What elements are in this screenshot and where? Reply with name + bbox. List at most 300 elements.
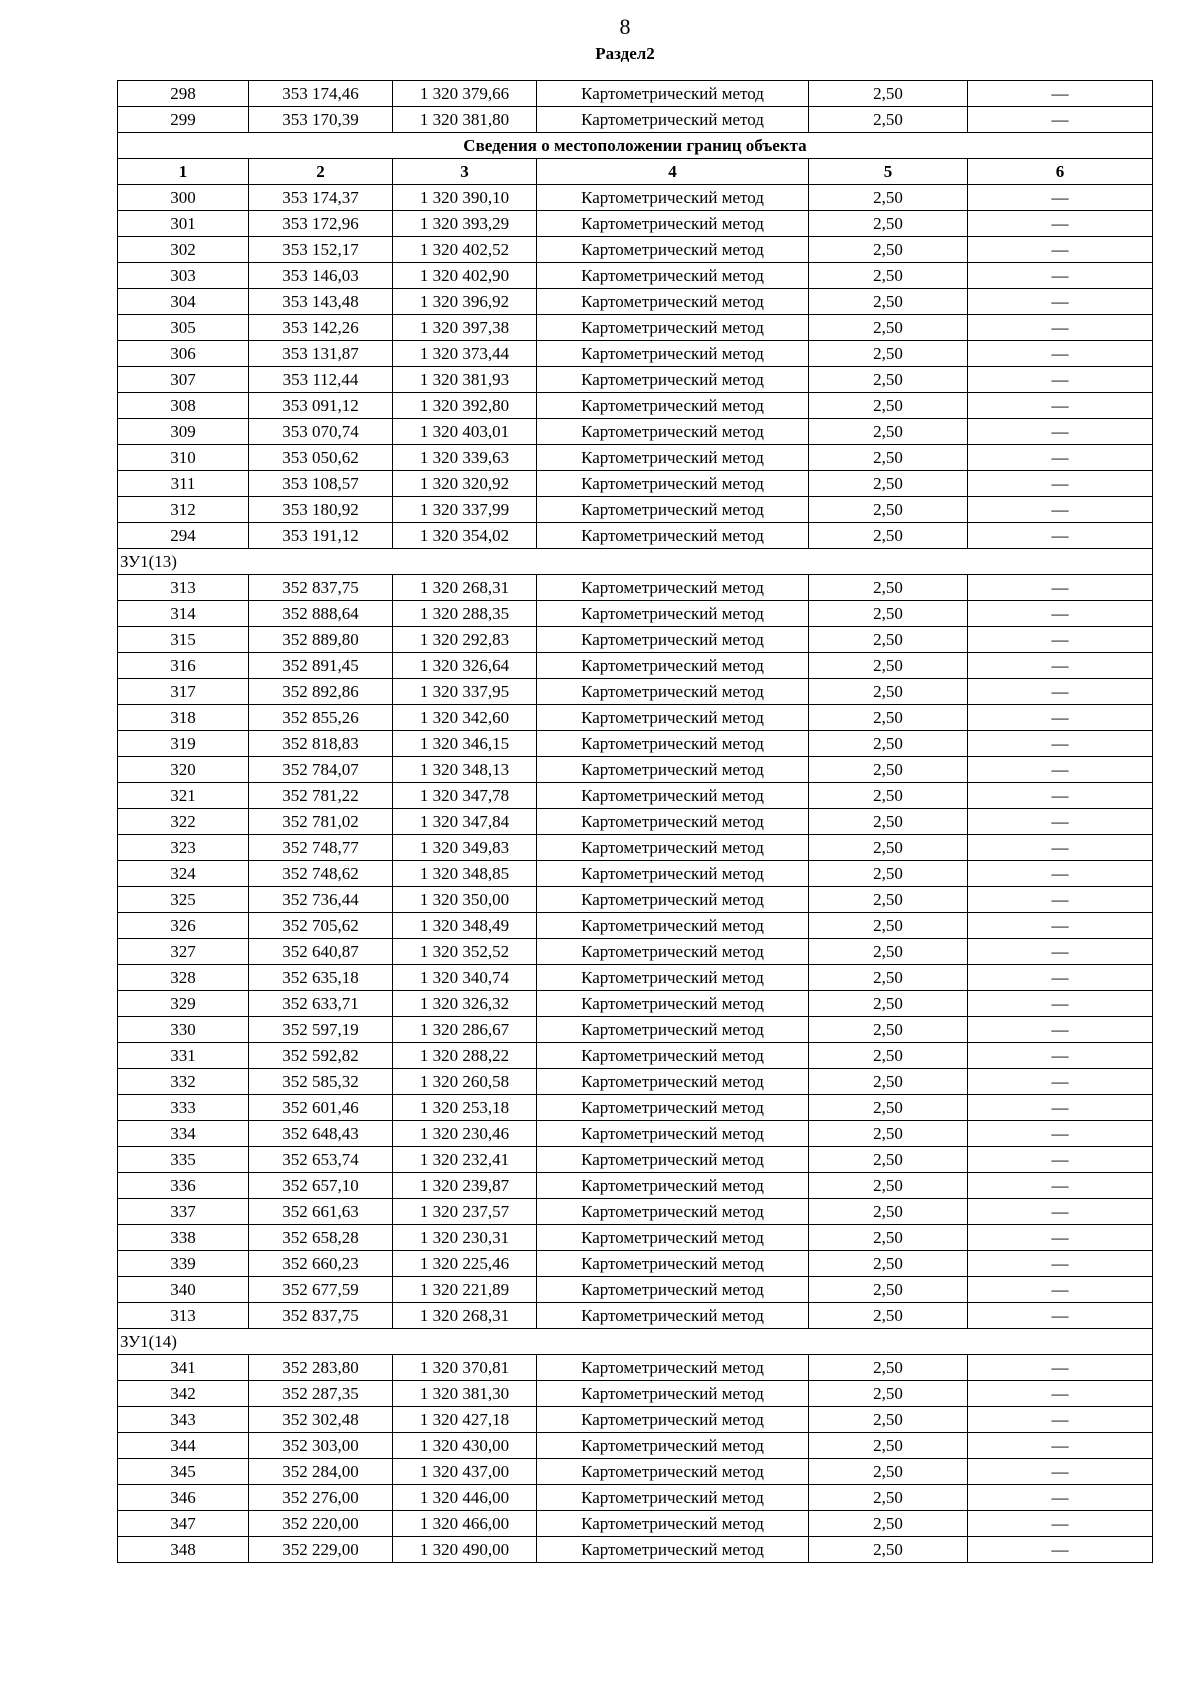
table-row — [118, 1017, 1153, 1043]
point-number-cell: 309 — [118, 419, 249, 445]
accuracy-cell: 2,50 — [809, 1459, 968, 1485]
method-cell: Картометрический метод — [537, 965, 809, 991]
table-heading: Сведения о местоположении границ объекта — [118, 133, 1153, 159]
table-row — [118, 835, 1153, 861]
x-coordinate-cell: 352 677,59 — [249, 1277, 393, 1303]
x-coordinate-cell: 353 152,17 — [249, 237, 393, 263]
table-row — [118, 861, 1153, 887]
point-number-cell: 306 — [118, 341, 249, 367]
x-coordinate-cell: 352 818,83 — [249, 731, 393, 757]
accuracy-cell: 2,50 — [809, 783, 968, 809]
method-cell: Картометрический метод — [537, 1277, 809, 1303]
y-coordinate-cell: 1 320 326,32 — [393, 991, 537, 1017]
x-coordinate-cell: 352 229,00 — [249, 1537, 393, 1563]
description-cell: — — [968, 1537, 1153, 1563]
method-cell: Картометрический метод — [537, 1147, 809, 1173]
description-cell: — — [968, 1069, 1153, 1095]
method-cell: Картометрический метод — [537, 783, 809, 809]
group-label: ЗУ1(14) — [118, 1329, 1153, 1355]
x-coordinate-cell: 352 661,63 — [249, 1199, 393, 1225]
accuracy-cell: 2,50 — [809, 1485, 968, 1511]
column-number-cell: 6 — [968, 159, 1153, 185]
method-cell: Картометрический метод — [537, 1407, 809, 1433]
x-coordinate-cell: 352 283,80 — [249, 1355, 393, 1381]
description-cell: — — [968, 991, 1153, 1017]
y-coordinate-cell: 1 320 230,31 — [393, 1225, 537, 1251]
y-coordinate-cell: 1 320 230,46 — [393, 1121, 537, 1147]
description-cell: — — [968, 1485, 1153, 1511]
accuracy-cell: 2,50 — [809, 107, 968, 133]
description-cell: — — [968, 1251, 1153, 1277]
table-body — [118, 81, 1153, 1563]
method-cell: Картометрический метод — [537, 731, 809, 757]
accuracy-cell: 2,50 — [809, 1355, 968, 1381]
x-coordinate-cell: 352 303,00 — [249, 1433, 393, 1459]
accuracy-cell: 2,50 — [809, 185, 968, 211]
table-row — [118, 211, 1153, 237]
method-cell: Картометрический метод — [537, 913, 809, 939]
table-row — [118, 1199, 1153, 1225]
point-number-cell: 305 — [118, 315, 249, 341]
description-cell: — — [968, 1147, 1153, 1173]
method-cell: Картометрический метод — [537, 1095, 809, 1121]
x-coordinate-cell: 352 284,00 — [249, 1459, 393, 1485]
x-coordinate-cell: 353 112,44 — [249, 367, 393, 393]
x-coordinate-cell: 352 633,71 — [249, 991, 393, 1017]
description-cell: — — [968, 289, 1153, 315]
method-cell: Картометрический метод — [537, 419, 809, 445]
accuracy-cell: 2,50 — [809, 81, 968, 107]
method-cell: Картометрический метод — [537, 809, 809, 835]
method-cell: Картометрический метод — [537, 1485, 809, 1511]
x-coordinate-cell: 353 172,96 — [249, 211, 393, 237]
y-coordinate-cell: 1 320 427,18 — [393, 1407, 537, 1433]
method-cell: Картометрический метод — [537, 367, 809, 393]
point-number-cell: 304 — [118, 289, 249, 315]
method-cell: Картометрический метод — [537, 341, 809, 367]
x-coordinate-cell: 352 855,26 — [249, 705, 393, 731]
description-cell: — — [968, 419, 1153, 445]
y-coordinate-cell: 1 320 392,80 — [393, 393, 537, 419]
description-cell: — — [968, 1095, 1153, 1121]
method-cell: Картометрический метод — [537, 185, 809, 211]
accuracy-cell: 2,50 — [809, 991, 968, 1017]
x-coordinate-cell: 352 705,62 — [249, 913, 393, 939]
column-number-cell: 5 — [809, 159, 968, 185]
y-coordinate-cell: 1 320 239,87 — [393, 1173, 537, 1199]
accuracy-cell: 2,50 — [809, 471, 968, 497]
y-coordinate-cell: 1 320 337,99 — [393, 497, 537, 523]
table-row — [118, 627, 1153, 653]
accuracy-cell: 2,50 — [809, 965, 968, 991]
table-row — [118, 1043, 1153, 1069]
table-row — [118, 341, 1153, 367]
accuracy-cell: 2,50 — [809, 601, 968, 627]
description-cell: — — [968, 913, 1153, 939]
x-coordinate-cell: 352 640,87 — [249, 939, 393, 965]
y-coordinate-cell: 1 320 221,89 — [393, 1277, 537, 1303]
table-row — [118, 1277, 1153, 1303]
method-cell: Картометрический метод — [537, 237, 809, 263]
description-cell: — — [968, 1225, 1153, 1251]
description-cell: — — [968, 237, 1153, 263]
description-cell: — — [968, 107, 1153, 133]
point-number-cell: 311 — [118, 471, 249, 497]
description-cell: — — [968, 809, 1153, 835]
table-row — [118, 497, 1153, 523]
y-coordinate-cell: 1 320 346,15 — [393, 731, 537, 757]
method-cell: Картометрический метод — [537, 497, 809, 523]
table-row — [118, 939, 1153, 965]
table-row — [118, 783, 1153, 809]
x-coordinate-cell: 352 658,28 — [249, 1225, 393, 1251]
x-coordinate-cell: 352 837,75 — [249, 1303, 393, 1329]
y-coordinate-cell: 1 320 370,81 — [393, 1355, 537, 1381]
point-number-cell: 310 — [118, 445, 249, 471]
description-cell: — — [968, 679, 1153, 705]
method-cell: Картометрический метод — [537, 471, 809, 497]
accuracy-cell: 2,50 — [809, 393, 968, 419]
point-number-cell: 342 — [118, 1381, 249, 1407]
accuracy-cell: 2,50 — [809, 419, 968, 445]
y-coordinate-cell: 1 320 402,90 — [393, 263, 537, 289]
method-cell: Картометрический метод — [537, 393, 809, 419]
x-coordinate-cell: 352 220,00 — [249, 1511, 393, 1537]
x-coordinate-cell: 353 131,87 — [249, 341, 393, 367]
table-row — [118, 1225, 1153, 1251]
x-coordinate-cell: 352 635,18 — [249, 965, 393, 991]
table-row — [118, 1485, 1153, 1511]
table-row — [118, 1511, 1153, 1537]
x-coordinate-cell: 352 597,19 — [249, 1017, 393, 1043]
y-coordinate-cell: 1 320 320,92 — [393, 471, 537, 497]
accuracy-cell: 2,50 — [809, 809, 968, 835]
description-cell: — — [968, 1173, 1153, 1199]
method-cell: Картометрический метод — [537, 1173, 809, 1199]
method-cell: Картометрический метод — [537, 1225, 809, 1251]
description-cell: — — [968, 497, 1153, 523]
table-row — [118, 679, 1153, 705]
point-number-cell: 308 — [118, 393, 249, 419]
description-cell: — — [968, 783, 1153, 809]
x-coordinate-cell: 352 648,43 — [249, 1121, 393, 1147]
method-cell: Картометрический метод — [537, 861, 809, 887]
point-number-cell: 294 — [118, 523, 249, 549]
y-coordinate-cell: 1 320 350,00 — [393, 887, 537, 913]
method-cell: Картометрический метод — [537, 1199, 809, 1225]
group-label: ЗУ1(13) — [118, 549, 1153, 575]
y-coordinate-cell: 1 320 437,00 — [393, 1459, 537, 1485]
description-cell: — — [968, 887, 1153, 913]
accuracy-cell: 2,50 — [809, 1407, 968, 1433]
accuracy-cell: 2,50 — [809, 341, 968, 367]
table-row — [118, 315, 1153, 341]
accuracy-cell: 2,50 — [809, 913, 968, 939]
y-coordinate-cell: 1 320 237,57 — [393, 1199, 537, 1225]
method-cell: Картометрический метод — [537, 887, 809, 913]
y-coordinate-cell: 1 320 268,31 — [393, 1303, 537, 1329]
table-row — [118, 1095, 1153, 1121]
y-coordinate-cell: 1 320 393,29 — [393, 211, 537, 237]
point-number-cell: 316 — [118, 653, 249, 679]
x-coordinate-cell: 352 837,75 — [249, 575, 393, 601]
x-coordinate-cell: 352 653,74 — [249, 1147, 393, 1173]
accuracy-cell: 2,50 — [809, 1537, 968, 1563]
y-coordinate-cell: 1 320 402,52 — [393, 237, 537, 263]
point-number-cell: 339 — [118, 1251, 249, 1277]
point-number-cell: 333 — [118, 1095, 249, 1121]
accuracy-cell: 2,50 — [809, 835, 968, 861]
point-number-cell: 332 — [118, 1069, 249, 1095]
description-cell: — — [968, 445, 1153, 471]
y-coordinate-cell: 1 320 253,18 — [393, 1095, 537, 1121]
x-coordinate-cell: 353 091,12 — [249, 393, 393, 419]
x-coordinate-cell: 352 748,62 — [249, 861, 393, 887]
description-cell: — — [968, 627, 1153, 653]
x-coordinate-cell: 352 784,07 — [249, 757, 393, 783]
y-coordinate-cell: 1 320 397,38 — [393, 315, 537, 341]
description-cell: — — [968, 965, 1153, 991]
y-coordinate-cell: 1 320 466,00 — [393, 1511, 537, 1537]
table-row — [118, 1355, 1153, 1381]
table-row — [118, 731, 1153, 757]
y-coordinate-cell: 1 320 339,63 — [393, 445, 537, 471]
point-number-cell: 329 — [118, 991, 249, 1017]
method-cell: Картометрический метод — [537, 1433, 809, 1459]
y-coordinate-cell: 1 320 348,85 — [393, 861, 537, 887]
table-row — [118, 471, 1153, 497]
y-coordinate-cell: 1 320 326,64 — [393, 653, 537, 679]
method-cell: Картометрический метод — [537, 81, 809, 107]
x-coordinate-cell: 353 146,03 — [249, 263, 393, 289]
description-cell: — — [968, 81, 1153, 107]
point-number-cell: 313 — [118, 575, 249, 601]
point-number-cell: 317 — [118, 679, 249, 705]
x-coordinate-cell: 353 108,57 — [249, 471, 393, 497]
table-row — [118, 289, 1153, 315]
description-cell: — — [968, 1303, 1153, 1329]
column-number-cell: 4 — [537, 159, 809, 185]
point-number-cell: 346 — [118, 1485, 249, 1511]
accuracy-cell: 2,50 — [809, 289, 968, 315]
point-number-cell: 301 — [118, 211, 249, 237]
table-row — [118, 1251, 1153, 1277]
y-coordinate-cell: 1 320 349,83 — [393, 835, 537, 861]
point-number-cell: 324 — [118, 861, 249, 887]
accuracy-cell: 2,50 — [809, 887, 968, 913]
description-cell: — — [968, 1043, 1153, 1069]
table-row — [118, 705, 1153, 731]
y-coordinate-cell: 1 320 225,46 — [393, 1251, 537, 1277]
y-coordinate-cell: 1 320 342,60 — [393, 705, 537, 731]
table-row — [118, 419, 1153, 445]
accuracy-cell: 2,50 — [809, 1381, 968, 1407]
description-cell: — — [968, 185, 1153, 211]
accuracy-cell: 2,50 — [809, 523, 968, 549]
description-cell: — — [968, 341, 1153, 367]
x-coordinate-cell: 352 748,77 — [249, 835, 393, 861]
accuracy-cell: 2,50 — [809, 653, 968, 679]
y-coordinate-cell: 1 320 381,30 — [393, 1381, 537, 1407]
x-coordinate-cell: 352 892,86 — [249, 679, 393, 705]
table-row — [118, 1069, 1153, 1095]
description-cell: — — [968, 315, 1153, 341]
point-number-cell: 337 — [118, 1199, 249, 1225]
point-number-cell: 328 — [118, 965, 249, 991]
x-coordinate-cell: 352 889,80 — [249, 627, 393, 653]
y-coordinate-cell: 1 320 354,02 — [393, 523, 537, 549]
table-row — [118, 1381, 1153, 1407]
method-cell: Картометрический метод — [537, 1251, 809, 1277]
accuracy-cell: 2,50 — [809, 1433, 968, 1459]
accuracy-cell: 2,50 — [809, 627, 968, 653]
description-cell: — — [968, 1407, 1153, 1433]
method-cell: Картометрический метод — [537, 1017, 809, 1043]
description-cell: — — [968, 1433, 1153, 1459]
accuracy-cell: 2,50 — [809, 861, 968, 887]
point-number-cell: 315 — [118, 627, 249, 653]
point-number-cell: 313 — [118, 1303, 249, 1329]
table-row — [118, 445, 1153, 471]
table-row — [118, 1147, 1153, 1173]
table-row — [118, 237, 1153, 263]
accuracy-cell: 2,50 — [809, 1095, 968, 1121]
description-cell: — — [968, 1511, 1153, 1537]
y-coordinate-cell: 1 320 403,01 — [393, 419, 537, 445]
method-cell: Картометрический метод — [537, 991, 809, 1017]
column-number-cell: 2 — [249, 159, 393, 185]
description-cell: — — [968, 263, 1153, 289]
boundary-coordinates-table — [117, 80, 1153, 1563]
method-cell: Картометрический метод — [537, 211, 809, 237]
x-coordinate-cell: 353 180,92 — [249, 497, 393, 523]
point-number-cell: 326 — [118, 913, 249, 939]
x-coordinate-cell: 352 601,46 — [249, 1095, 393, 1121]
point-number-cell: 331 — [118, 1043, 249, 1069]
point-number-cell: 314 — [118, 601, 249, 627]
point-number-cell: 302 — [118, 237, 249, 263]
point-number-cell: 340 — [118, 1277, 249, 1303]
method-cell: Картометрический метод — [537, 1537, 809, 1563]
x-coordinate-cell: 352 287,35 — [249, 1381, 393, 1407]
method-cell: Картометрический метод — [537, 1121, 809, 1147]
method-cell: Картометрический метод — [537, 315, 809, 341]
method-cell: Картометрический метод — [537, 575, 809, 601]
table-row — [118, 991, 1153, 1017]
description-cell: — — [968, 1017, 1153, 1043]
table-row — [118, 757, 1153, 783]
description-cell: — — [968, 705, 1153, 731]
method-cell: Картометрический метод — [537, 1459, 809, 1485]
y-coordinate-cell: 1 320 348,49 — [393, 913, 537, 939]
y-coordinate-cell: 1 320 430,00 — [393, 1433, 537, 1459]
table-row — [118, 913, 1153, 939]
description-cell: — — [968, 1277, 1153, 1303]
y-coordinate-cell: 1 320 381,93 — [393, 367, 537, 393]
description-cell: — — [968, 1381, 1153, 1407]
y-coordinate-cell: 1 320 352,52 — [393, 939, 537, 965]
description-cell: — — [968, 367, 1153, 393]
point-number-cell: 348 — [118, 1537, 249, 1563]
method-cell: Картометрический метод — [537, 1511, 809, 1537]
description-cell: — — [968, 861, 1153, 887]
accuracy-cell: 2,50 — [809, 575, 968, 601]
x-coordinate-cell: 352 592,82 — [249, 1043, 393, 1069]
column-number-cell: 1 — [118, 159, 249, 185]
x-coordinate-cell: 352 781,02 — [249, 809, 393, 835]
group-label-row — [118, 1329, 1153, 1355]
point-number-cell: 330 — [118, 1017, 249, 1043]
description-cell: — — [968, 939, 1153, 965]
description-cell: — — [968, 471, 1153, 497]
description-cell: — — [968, 835, 1153, 861]
y-coordinate-cell: 1 320 288,35 — [393, 601, 537, 627]
description-cell: — — [968, 601, 1153, 627]
point-number-cell: 323 — [118, 835, 249, 861]
description-cell: — — [968, 1199, 1153, 1225]
method-cell: Картометрический метод — [537, 1069, 809, 1095]
description-cell: — — [968, 1459, 1153, 1485]
accuracy-cell: 2,50 — [809, 1069, 968, 1095]
accuracy-cell: 2,50 — [809, 315, 968, 341]
table-row — [118, 809, 1153, 835]
y-coordinate-cell: 1 320 490,00 — [393, 1537, 537, 1563]
table-row — [118, 263, 1153, 289]
y-coordinate-cell: 1 320 232,41 — [393, 1147, 537, 1173]
y-coordinate-cell: 1 320 347,78 — [393, 783, 537, 809]
y-coordinate-cell: 1 320 446,00 — [393, 1485, 537, 1511]
table-heading-row — [118, 133, 1153, 159]
x-coordinate-cell: 352 276,00 — [249, 1485, 393, 1511]
table-row — [118, 887, 1153, 913]
x-coordinate-cell: 352 585,32 — [249, 1069, 393, 1095]
point-number-cell: 300 — [118, 185, 249, 211]
method-cell: Картометрический метод — [537, 601, 809, 627]
x-coordinate-cell: 353 050,62 — [249, 445, 393, 471]
accuracy-cell: 2,50 — [809, 1017, 968, 1043]
page-number: 8 — [619, 14, 631, 39]
accuracy-cell: 2,50 — [809, 1303, 968, 1329]
table-row — [118, 1173, 1153, 1199]
description-cell: — — [968, 575, 1153, 601]
y-coordinate-cell: 1 320 288,22 — [393, 1043, 537, 1069]
accuracy-cell: 2,50 — [809, 1511, 968, 1537]
table-row — [118, 601, 1153, 627]
accuracy-cell: 2,50 — [809, 1225, 968, 1251]
y-coordinate-cell: 1 320 396,92 — [393, 289, 537, 315]
accuracy-cell: 2,50 — [809, 1199, 968, 1225]
point-number-cell: 320 — [118, 757, 249, 783]
table-row — [118, 965, 1153, 991]
point-number-cell: 307 — [118, 367, 249, 393]
method-cell: Картометрический метод — [537, 835, 809, 861]
table-row — [118, 107, 1153, 133]
point-number-cell: 298 — [118, 81, 249, 107]
x-coordinate-cell: 352 660,23 — [249, 1251, 393, 1277]
point-number-cell: 344 — [118, 1433, 249, 1459]
point-number-cell: 341 — [118, 1355, 249, 1381]
method-cell: Картометрический метод — [537, 107, 809, 133]
x-coordinate-cell: 353 142,26 — [249, 315, 393, 341]
point-number-cell: 312 — [118, 497, 249, 523]
table-row — [118, 367, 1153, 393]
column-numbers-row — [118, 159, 1153, 185]
description-cell: — — [968, 393, 1153, 419]
table-row — [118, 185, 1153, 211]
table-row — [118, 393, 1153, 419]
method-cell: Картометрический метод — [537, 1355, 809, 1381]
table-row — [118, 1459, 1153, 1485]
